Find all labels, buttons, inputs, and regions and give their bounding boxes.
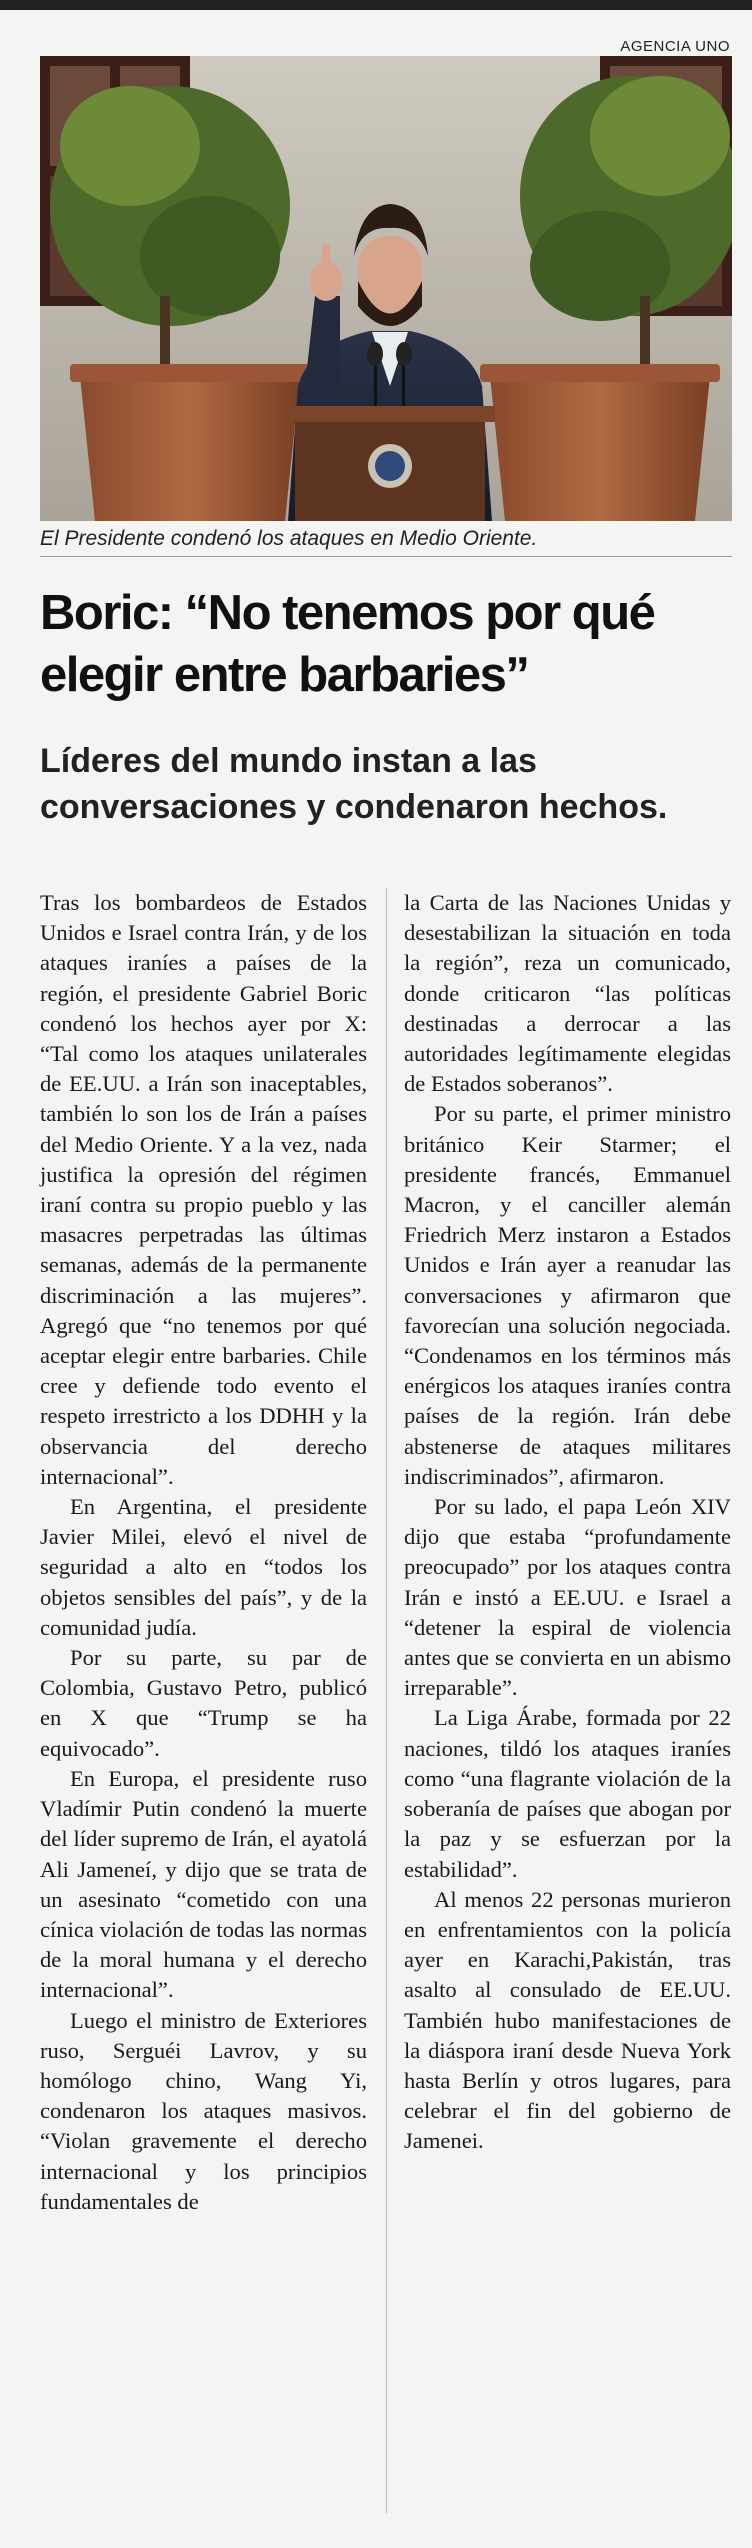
paragraph: En Argentina, el presidente Javier Milei, elevó el nivel de seguridad a alto en “todos los objetos sensibles del país”, y de la comunidad judía. [40, 1494, 367, 1640]
president-at-podium-image [40, 56, 732, 521]
paragraph: Por su parte, su par de Colombia, Gustavo Petro, publicó en X que “Trump se ha equivocado”. [40, 1645, 367, 1761]
paragraph: Por su lado, el papa León XIV dijo que estaba “profundamente preocupado” por los ataques contra Irán e instó a EE.UU. e Israel a “detener la espiral de violencia antes que se convierta en un abismo irreparable”. [404, 1494, 731, 1701]
paragraph: Luego el ministro de Exteriores ruso, Serguéi Lavrov, y su homólogo chino, Wang Yi, condenaron los ataques masivos. “Violan gravemente el derecho internacional y los principios fundamentales de [40, 2007, 367, 2214]
photo-credit: AGENCIA UNO [620, 38, 730, 55]
column-divider [386, 888, 387, 2513]
paragraph: Tras los bombardeos de Estados Unidos e Israel contra Irán, y de los ataques iraníes a países de la región, el presidente Gabriel Boric condenó los hechos ayer por X: “Tal como los ataques unilaterales de EE.UU. a Irán son inaceptables, también lo son los de Irán a países del Medio Oriente. Y a la vez, nada justifica la opresión del régimen iraní contra su propio pueblo y las masacres perpetradas las últimas semanas, además de la permanente discriminación a las mujeres”. Agregó que “no tenemos por qué aceptar elegir entre barbaries. Chile cree y defiende todo evento el respeto irrestricto a los DDHH y la observancia del derecho internacional”. [40, 890, 367, 1489]
subheadline: Líderes del mundo instan a las conversaciones y condenaron hechos. [40, 742, 668, 826]
top-banner-rule [0, 0, 752, 10]
paragraph: En Europa, el presidente ruso Vladímir Putin condenó la muerte del líder supremo de Irán, el ayatolá Ali Jameneí, y dijo que se trata de un asesinato “cometido con una cínica violación de todas las normas de la moral humana y el derecho internacional”. [40, 1765, 367, 2003]
headline: Boric: “No tenemos por qué elegir entre barbaries” [40, 586, 655, 702]
paragraph: la Carta de las Naciones Unidas y desestabilizan la situación en toda la región”, reza un comunicado, donde criticaron “las políticas destinadas a derrocar a las autoridades legítimamente elegidas de Estados soberanos”. [404, 890, 731, 1097]
caption-divider [40, 556, 732, 557]
article-column-right [404, 888, 731, 2157]
article-photo [40, 56, 732, 521]
paragraph: La Liga Árabe, formada por 22 naciones, tildó los ataques iraníes como “una flagrante violación de la soberanía de países que abogan por la paz y se esfuerzan por la estabilidad”. [404, 1705, 731, 1882]
paragraph: Al menos 22 personas murieron en enfrentamientos con la policía ayer en Karachi,Pakistán, tras asalto al consulado de EE.UU. También hubo manifestaciones de la diáspora iraní desde Nueva York hasta Berlín y otros lugares, para celebrar el fin del gobierno de Jamenei. [404, 1886, 731, 2154]
paragraph: Por su parte, el primer ministro británico Keir Starmer; el presidente francés, Emmanuel Macron, y el canciller alemán Friedrich Merz instaron a Estados Unidos e Irán ayer a reanudar las conversaciones y afirmaron que favorecían una solución negociada. “Condenamos en los términos más enérgicos los ataques iraníes contra países de la región. Irán debe abstenerse de ataques militares indiscriminados”, afirmaron. [404, 1101, 731, 1489]
article-column-left [40, 888, 367, 2217]
photo-caption: El Presidente condenó los ataques en Medio Oriente. [40, 527, 538, 550]
